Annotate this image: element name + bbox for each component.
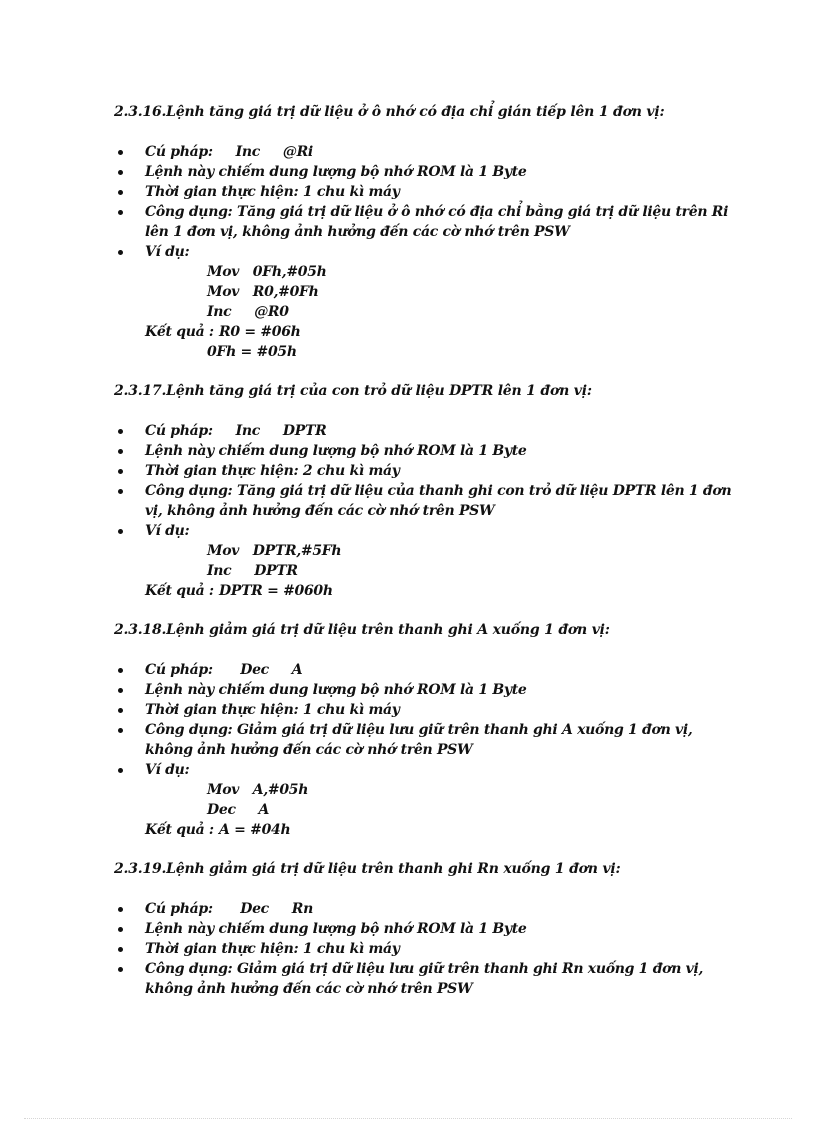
result-value: R0 = #06h [219,324,301,340]
bullet-dot-icon [118,489,123,494]
code-line: Inc @R0 [207,304,289,320]
bullet-dot-icon [118,768,123,773]
bullet-dot-icon [118,668,123,673]
bullet-time [114,461,734,481]
bullet-text: Cú pháp: Inc @Ri [145,144,313,160]
bullet-dot-icon [118,907,123,912]
bullet-text: Ví dụ: [145,762,190,778]
bullet-size [114,441,734,461]
bullet-example [114,521,734,541]
bullet-text: Cú pháp: Inc DPTR [145,423,327,439]
bullet-time [114,182,734,202]
bullet-dot-icon [118,190,123,195]
result-label: Kết quả : [145,324,214,340]
bullet-text: Lệnh này chiếm dung lượng bộ nhớ ROM là 1 Byte [145,682,527,698]
bullet-dot-icon [118,688,123,693]
bullet-dot-icon [118,927,123,932]
bullet-text: Thời gian thực hiện: 1 chu kì máy [145,184,400,200]
bullet-syntax [114,142,734,162]
bullet-dot-icon [118,469,123,474]
bullet-dot-icon [118,449,123,454]
bullet-text: Thời gian thực hiện: 1 chu kì máy [145,941,400,957]
code-line: Inc DPTR [207,563,298,579]
result-value: A = #04h [219,822,291,838]
section-2-3-19 [114,859,754,1019]
bullet-usage [114,202,734,242]
bullet-dot-icon [118,967,123,972]
bullet-example [114,760,714,780]
bullet-size [114,162,734,182]
code-line: Mov R0,#0Fh [207,284,319,300]
bullet-dot-icon [118,708,123,713]
bullet-text: Thời gian thực hiện: 2 chu kì máy [145,463,400,479]
bullet-size [114,680,714,700]
bullet-text: Ví dụ: [145,244,190,260]
bullet-usage [114,481,734,521]
code-line: Mov DPTR,#5Fh [207,543,342,559]
bullet-dot-icon [118,170,123,175]
bullet-syntax [114,899,714,919]
bullet-dot-icon [118,150,123,155]
bullet-text: Lệnh này chiếm dung lượng bộ nhớ ROM là 1 Byte [145,921,527,937]
bullet-list [114,660,714,780]
bullet-time [114,700,714,720]
result-label: Kết quả : [145,822,214,838]
bullet-text: Thời gian thực hiện: 1 chu kì máy [145,702,400,718]
bullet-usage [114,720,714,760]
bullet-text: Công dụng: Tăng giá trị dữ liệu ở ô nhớ có địa chỉ bằng giá trị dữ liệu trên Ri lên 1 đơn vị, không ảnh hưởng đến các cờ nhớ trên PSW [145,204,729,240]
section-2-3-17 [114,381,754,601]
section-2-3-16 [114,102,754,362]
bullet-list [114,142,734,262]
section-heading: 2.3.18.Lệnh giảm giá trị dữ liệu trên thanh ghi A xuống 1 đơn vị: [114,622,610,638]
bullet-text: Lệnh này chiếm dung lượng bộ nhớ ROM là 1 Byte [145,443,527,459]
code-line: Mov 0Fh,#05h [207,264,327,280]
bullet-dot-icon [118,429,123,434]
bullet-text: Cú pháp: Dec Rn [145,901,313,917]
bullet-size [114,919,714,939]
bullet-dot-icon [118,250,123,255]
bullet-syntax [114,660,714,680]
section-heading: 2.3.16.Lệnh tăng giá trị dữ liệu ở ô nhớ có địa chỉ gián tiếp lên 1 đơn vị: [114,104,665,120]
bullet-text: Ví dụ: [145,523,190,539]
result-value: 0Fh = #05h [207,344,297,360]
bullet-time [114,939,714,959]
bullet-list [114,899,714,999]
code-line: Mov A,#05h [207,782,309,798]
page-bottom-divider [24,1118,792,1119]
bullet-text: Công dụng: Tăng giá trị dữ liệu của thanh ghi con trỏ dữ liệu DPTR lên 1 đơn vị, không ảnh hưởng đến các cờ nhớ trên PSW [145,483,732,519]
section-2-3-18 [114,620,754,840]
bullet-list [114,421,734,541]
section-heading: 2.3.17.Lệnh tăng giá trị của con trỏ dữ liệu DPTR lên 1 đơn vị: [114,383,592,399]
bullet-dot-icon [118,728,123,733]
bullet-dot-icon [118,210,123,215]
bullet-text: Lệnh này chiếm dung lượng bộ nhớ ROM là 1 Byte [145,164,527,180]
bullet-example [114,242,734,262]
bullet-text: Công dụng: Giảm giá trị dữ liệu lưu giữ trên thanh ghi Rn xuống 1 đơn vị, không ảnh hưởng đến các cờ nhớ trên PSW [145,961,704,997]
bullet-text: Cú pháp: Dec A [145,662,303,678]
bullet-syntax [114,421,734,441]
bullet-usage [114,959,714,999]
section-heading: 2.3.19.Lệnh giảm giá trị dữ liệu trên thanh ghi Rn xuống 1 đơn vị: [114,861,621,877]
result-value: DPTR = #060h [219,583,333,599]
result-label: Kết quả : [145,583,214,599]
bullet-dot-icon [118,529,123,534]
bullet-text: Công dụng: Giảm giá trị dữ liệu lưu giữ trên thanh ghi A xuống 1 đơn vị, không ảnh hưởng đến các cờ nhớ trên PSW [145,722,693,758]
code-line: Dec A [207,802,270,818]
bullet-dot-icon [118,947,123,952]
